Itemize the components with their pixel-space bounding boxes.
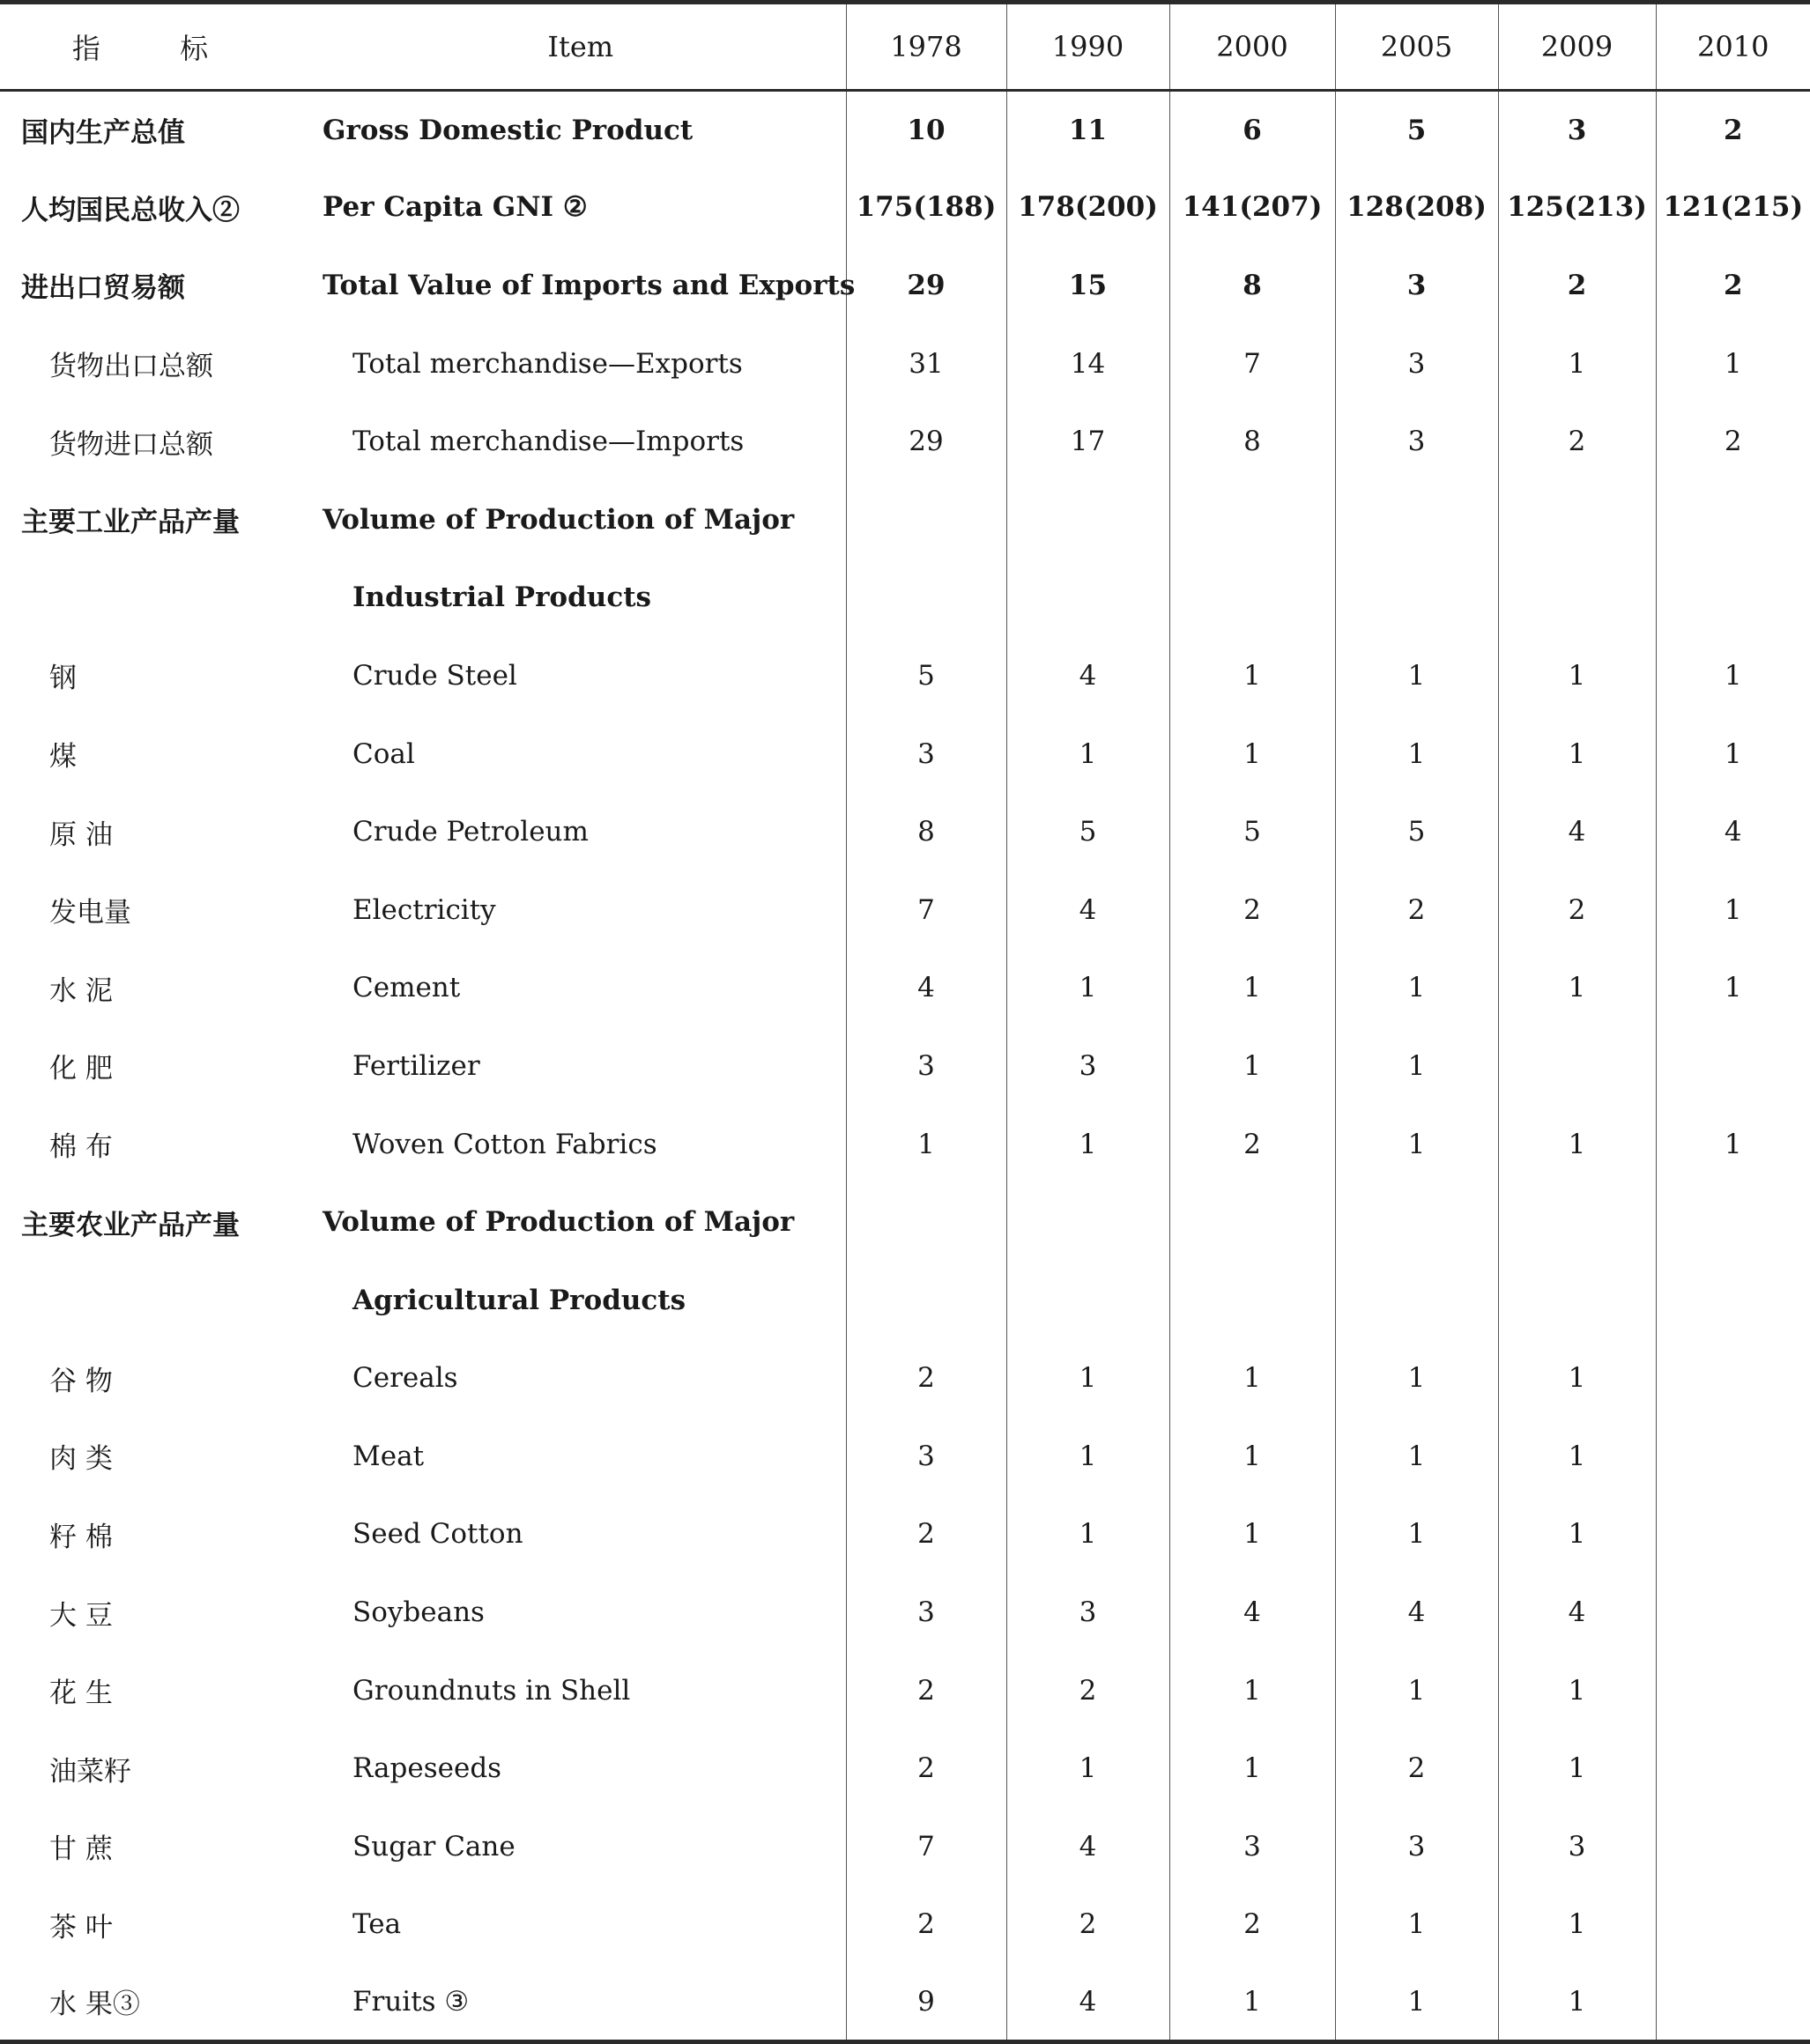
- value-cell: 4: [1169, 1574, 1335, 1652]
- value-cell: 1: [1335, 1027, 1498, 1106]
- value-cell: 178(200): [1006, 168, 1169, 247]
- value-cell: 7: [846, 1808, 1006, 1886]
- value-cell: 2: [1498, 870, 1656, 949]
- value-cell: [1006, 480, 1169, 559]
- indicator-cell: [0, 1261, 315, 1339]
- value-cell: [1656, 480, 1810, 559]
- value-cell: [1656, 1495, 1810, 1574]
- value-cell: 2: [1006, 1651, 1169, 1729]
- value-cell: [846, 480, 1006, 559]
- value-cell: 1: [1656, 324, 1810, 403]
- table-row: [0, 1495, 1810, 1574]
- value-cell: 1: [1006, 715, 1169, 793]
- value-cell: 2: [1498, 247, 1656, 325]
- value-cell: 1: [1335, 949, 1498, 1027]
- value-cell: [1656, 1651, 1810, 1729]
- item-cell: Volume of Production of Major: [323, 503, 795, 536]
- value-cell: 15: [1006, 247, 1169, 325]
- indicator-cell: 货物进口总额: [49, 428, 213, 461]
- indicator-cell: 发电量: [49, 897, 131, 929]
- value-cell: 3: [1006, 1574, 1169, 1652]
- item-cell: Crude Steel: [352, 659, 517, 692]
- item-cell: Electricity: [352, 893, 496, 926]
- table-row: [0, 870, 1810, 949]
- value-cell: 2: [846, 1651, 1006, 1729]
- value-cell: [1498, 1183, 1656, 1262]
- table-row: [0, 1183, 1810, 1262]
- indicator-cell: 谷 物: [49, 1365, 113, 1397]
- value-cell: [1656, 1339, 1810, 1418]
- value-cell: 1: [1498, 1418, 1656, 1496]
- table-row: [0, 91, 1810, 169]
- indicator-cell: 籽 棉: [49, 1521, 113, 1553]
- value-cell: 1: [1006, 1495, 1169, 1574]
- indicator-cell: 油菜籽: [49, 1755, 131, 1788]
- table-row: [0, 1027, 1810, 1106]
- table-row: [0, 1808, 1810, 1886]
- value-cell: 2: [1169, 1105, 1335, 1183]
- value-cell: 3: [1006, 1027, 1169, 1106]
- item-cell: Cereals: [352, 1362, 458, 1395]
- indicator-cell: 甘 蔗: [49, 1833, 113, 1866]
- value-cell: 10: [846, 91, 1006, 169]
- value-cell: 3: [1335, 324, 1498, 403]
- value-cell: 1: [1169, 949, 1335, 1027]
- value-cell: 29: [846, 247, 1006, 325]
- value-cell: 1: [1498, 949, 1656, 1027]
- value-cell: [1656, 559, 1810, 637]
- item-cell: Fertilizer: [352, 1049, 480, 1082]
- item-cell: Sugar Cane: [352, 1830, 516, 1863]
- value-cell: 1: [1169, 1339, 1335, 1418]
- value-cell: 1: [1006, 1418, 1169, 1496]
- value-cell: [1335, 1261, 1498, 1339]
- item-cell: Groundnuts in Shell: [352, 1674, 631, 1707]
- table-row: [0, 247, 1810, 325]
- item-cell: Total merchandise—Imports: [352, 426, 745, 458]
- item-cell: Total Value of Imports and Exports: [323, 269, 856, 301]
- header-year: 2000: [1169, 3, 1335, 91]
- item-cell: Soybeans: [352, 1596, 485, 1629]
- value-cell: 3: [1498, 91, 1656, 169]
- value-cell: 29: [846, 403, 1006, 481]
- value-cell: [1498, 1261, 1656, 1339]
- header-year: 2005: [1335, 3, 1498, 91]
- value-cell: 2: [1169, 870, 1335, 949]
- value-cell: 5: [1006, 793, 1169, 871]
- table-row: [0, 403, 1810, 481]
- value-cell: 3: [1498, 1808, 1656, 1886]
- indicator-cell: 原 油: [49, 818, 113, 851]
- value-cell: 9: [846, 1964, 1006, 2042]
- value-cell: [1656, 1574, 1810, 1652]
- item-cell: Meat: [352, 1440, 425, 1472]
- table-row: [0, 1729, 1810, 1808]
- value-cell: 1: [1498, 1495, 1656, 1574]
- value-cell: [1656, 1964, 1810, 2042]
- indicator-cell: 水 泥: [49, 974, 113, 1007]
- value-cell: 2: [846, 1339, 1006, 1418]
- value-cell: 3: [846, 1418, 1006, 1496]
- value-cell: 1: [1335, 1495, 1498, 1574]
- value-cell: [846, 559, 1006, 637]
- value-cell: 1: [1656, 637, 1810, 715]
- indicator-cell: [0, 559, 315, 637]
- value-cell: 175(188): [846, 168, 1006, 247]
- value-cell: 1: [1169, 1418, 1335, 1496]
- value-cell: 1: [1498, 1964, 1656, 2042]
- value-cell: 5: [1335, 793, 1498, 871]
- indicator-cell: 煤: [49, 741, 77, 774]
- value-cell: 17: [1006, 403, 1169, 481]
- value-cell: 1: [1335, 637, 1498, 715]
- value-cell: 121(215): [1656, 168, 1810, 247]
- value-cell: 4: [846, 949, 1006, 1027]
- value-cell: 2: [1656, 403, 1810, 481]
- item-cell: Tea: [352, 1908, 402, 1941]
- value-cell: 1: [1498, 1105, 1656, 1183]
- value-cell: 5: [1169, 793, 1335, 871]
- value-cell: 14: [1006, 324, 1169, 403]
- value-cell: 4: [1498, 1574, 1656, 1652]
- value-cell: [1335, 559, 1498, 637]
- value-cell: 1: [1656, 870, 1810, 949]
- value-cell: [1498, 1027, 1656, 1106]
- item-cell: Gross Domestic Product: [323, 114, 694, 146]
- value-cell: 1: [1656, 715, 1810, 793]
- value-cell: 1: [1498, 1729, 1656, 1808]
- value-cell: [1656, 1027, 1810, 1106]
- value-cell: 4: [1006, 870, 1169, 949]
- value-cell: [1656, 1729, 1810, 1808]
- header-year: 1978: [846, 3, 1006, 91]
- value-cell: 2: [1656, 247, 1810, 325]
- header-year: 2009: [1498, 3, 1656, 91]
- value-cell: 4: [1656, 793, 1810, 871]
- value-cell: 1: [1169, 1495, 1335, 1574]
- item-cell: Coal: [352, 737, 415, 770]
- item-cell: Rapeseeds: [352, 1752, 502, 1785]
- value-cell: 3: [846, 715, 1006, 793]
- value-cell: [1498, 559, 1656, 637]
- value-cell: 4: [1006, 637, 1169, 715]
- value-cell: 1: [1498, 1885, 1656, 1964]
- table-row: [0, 637, 1810, 715]
- value-cell: [1656, 1183, 1810, 1262]
- indicator-cell: 茶 叶: [49, 1911, 113, 1944]
- item-cell: Total merchandise—Exports: [352, 347, 743, 380]
- table-row: [0, 168, 1810, 247]
- indicator-cell: 进出口贸易额: [21, 272, 185, 305]
- value-cell: 1: [1498, 1339, 1656, 1418]
- value-cell: 2: [846, 1729, 1006, 1808]
- value-cell: 125(213): [1498, 168, 1656, 247]
- value-cell: 1: [1169, 1651, 1335, 1729]
- value-cell: [1169, 559, 1335, 637]
- value-cell: [846, 1261, 1006, 1339]
- indicator-cell: 主要农业产品产量: [21, 1209, 240, 1241]
- table-row: [0, 793, 1810, 871]
- value-cell: 3: [846, 1027, 1006, 1106]
- header-year: 1990: [1006, 3, 1169, 91]
- item-cell: Industrial Products: [352, 581, 651, 614]
- table-row: [0, 480, 1810, 559]
- value-cell: 3: [1335, 247, 1498, 325]
- table-header: [0, 3, 1810, 91]
- item-cell: Seed Cotton: [352, 1518, 523, 1551]
- value-cell: 4: [1498, 793, 1656, 871]
- indicator-cell: 大 豆: [49, 1599, 113, 1632]
- value-cell: [1335, 480, 1498, 559]
- value-cell: 1: [1169, 1729, 1335, 1808]
- value-cell: 7: [846, 870, 1006, 949]
- value-cell: 6: [1169, 91, 1335, 169]
- value-cell: 1: [1006, 1105, 1169, 1183]
- table-row: [0, 949, 1810, 1027]
- value-cell: 5: [1335, 91, 1498, 169]
- value-cell: 2: [1656, 91, 1810, 169]
- table-row: [0, 559, 1810, 637]
- indicator-cell: 肉 类: [49, 1443, 113, 1476]
- header-indicator: 指 标: [0, 3, 315, 91]
- value-cell: [846, 1183, 1006, 1262]
- indicator-cell: 人均国民总收入②: [21, 194, 240, 226]
- value-cell: 8: [1169, 247, 1335, 325]
- value-cell: [1169, 1183, 1335, 1262]
- value-cell: 1: [1498, 715, 1656, 793]
- table-row: [0, 1418, 1810, 1496]
- value-cell: 1: [1498, 1651, 1656, 1729]
- value-cell: 1: [1335, 1105, 1498, 1183]
- value-cell: 2: [846, 1495, 1006, 1574]
- item-cell: Fruits ③: [315, 1964, 846, 2042]
- item-cell: Crude Petroleum: [352, 816, 589, 848]
- table-row: [0, 1105, 1810, 1183]
- value-cell: 2: [1498, 403, 1656, 481]
- value-cell: 141(207): [1169, 168, 1335, 247]
- item-cell: Agricultural Products: [352, 1284, 686, 1316]
- value-cell: [1006, 559, 1169, 637]
- indicator-cell: 花 生: [49, 1677, 113, 1710]
- table-row: [0, 324, 1810, 403]
- value-cell: 1: [1335, 1339, 1498, 1418]
- indicator-cell: 水 果③: [0, 1964, 315, 2042]
- indicator-cell: 化 肥: [49, 1053, 113, 1085]
- table-row: [0, 1651, 1810, 1729]
- value-cell: [1656, 1261, 1810, 1339]
- value-cell: 4: [1335, 1574, 1498, 1652]
- value-cell: 2: [1335, 1729, 1498, 1808]
- value-cell: 31: [846, 324, 1006, 403]
- value-cell: 8: [1169, 403, 1335, 481]
- value-cell: 1: [1169, 715, 1335, 793]
- value-cell: 11: [1006, 91, 1169, 169]
- value-cell: 128(208): [1335, 168, 1498, 247]
- value-cell: 8: [846, 793, 1006, 871]
- value-cell: 3: [846, 1574, 1006, 1652]
- value-cell: 1: [846, 1105, 1006, 1183]
- value-cell: 1: [1335, 1964, 1498, 2042]
- value-cell: 1: [1169, 1027, 1335, 1106]
- item-cell: Volume of Production of Major: [323, 1206, 795, 1239]
- value-cell: [1006, 1261, 1169, 1339]
- value-cell: 2: [846, 1885, 1006, 1964]
- table-row: [0, 1574, 1810, 1652]
- value-cell: 1: [1656, 949, 1810, 1027]
- value-cell: [1335, 1183, 1498, 1262]
- value-cell: 3: [1335, 403, 1498, 481]
- value-cell: [1006, 1183, 1169, 1262]
- value-cell: [1498, 480, 1656, 559]
- value-cell: 3: [1335, 1808, 1498, 1886]
- value-cell: 5: [846, 637, 1006, 715]
- value-cell: 4: [1006, 1964, 1169, 2042]
- value-cell: 1: [1656, 1105, 1810, 1183]
- value-cell: 1: [1335, 1885, 1498, 1964]
- value-cell: 1: [1006, 1729, 1169, 1808]
- value-cell: 2: [1006, 1885, 1169, 1964]
- value-cell: 1: [1335, 1418, 1498, 1496]
- value-cell: 1: [1335, 715, 1498, 793]
- value-cell: [1656, 1808, 1810, 1886]
- item-cell: Per Capita GNI ②: [323, 191, 588, 224]
- table-body: [0, 91, 1810, 2042]
- value-cell: [1169, 1261, 1335, 1339]
- value-cell: [1656, 1418, 1810, 1496]
- value-cell: 2: [1335, 870, 1498, 949]
- value-cell: 2: [1169, 1885, 1335, 1964]
- header-year: 2010: [1656, 3, 1810, 91]
- indicator-cell: 主要工业产品产量: [21, 507, 240, 539]
- header-item: Item: [315, 3, 846, 91]
- value-cell: [1656, 1885, 1810, 1964]
- value-cell: 4: [1006, 1808, 1169, 1886]
- indicator-cell: 钢: [49, 663, 77, 695]
- indicator-cell: 棉 布: [49, 1131, 113, 1164]
- value-cell: 1: [1169, 637, 1335, 715]
- value-cell: [1169, 480, 1335, 559]
- value-cell: 1: [1498, 324, 1656, 403]
- table-row: [0, 715, 1810, 793]
- value-cell: 1: [1006, 1339, 1169, 1418]
- value-cell: 1: [1498, 637, 1656, 715]
- item-cell: Woven Cotton Fabrics: [352, 1128, 657, 1160]
- table-row: [0, 1261, 1810, 1339]
- value-cell: 1: [1335, 1651, 1498, 1729]
- value-cell: 7: [1169, 324, 1335, 403]
- value-cell: 1: [1169, 1964, 1335, 2042]
- indicator-cell: 国内生产总值: [21, 117, 185, 150]
- value-cell: 1: [1006, 949, 1169, 1027]
- table-row: [0, 1964, 1810, 2042]
- value-cell: 3: [1169, 1808, 1335, 1886]
- table-row: [0, 1885, 1810, 1964]
- item-cell: Cement: [352, 972, 461, 1004]
- table-row: [0, 1339, 1810, 1418]
- indicator-cell: 货物出口总额: [49, 351, 213, 383]
